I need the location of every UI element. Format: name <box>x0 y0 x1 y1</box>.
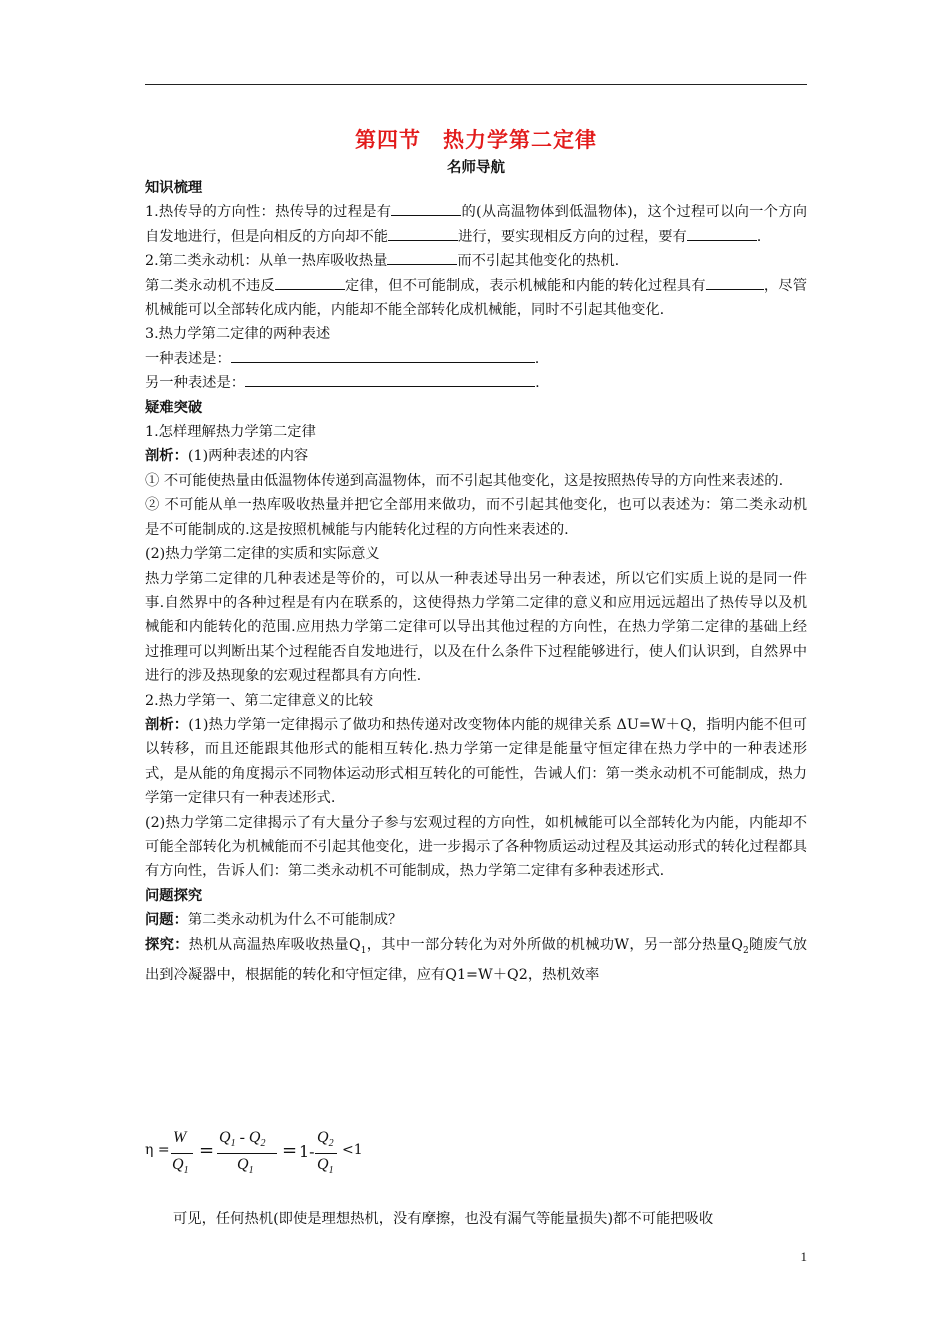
page-title: 第四节 热力学第二定律 <box>355 128 597 152</box>
formula-numerator: $Q_1 - Q_2$ <box>219 1129 266 1150</box>
paragraph: 热力学第二定律的几种表述是等价的，可以从一种表述导出另一种表述，所以它们实质上说的是同一件事.自然界中的各种过程是有内在联系的，这使得热力学第二定律的意义和应用远远超出了热传导以及机械能和内能转化的范围.应用热力学第二定律可以导出其他过程的方向性，在热力学第二定律的基础上经过推理可以判断出某个过程能否自发地进行，以及在什么条件下过程能够进行，使人们认识到，自然界中进行的涉及热现象的宏观过程都具有方向性. <box>145 570 807 685</box>
efficiency-formula: η = W $Q_1$ = $Q_1 - Q_2$ $Q_1$ = 1- $Q_2$ $Q_1$ <1 <box>145 1129 363 1177</box>
section-heading-zhishi: 知识梳理 <box>145 180 203 196</box>
document-body <box>145 176 807 987</box>
section-heading-wenti: 问题探究 <box>145 887 203 904</box>
fill-blank[interactable] <box>275 275 345 290</box>
difficulty-1-analysis: 剖析：(1)两种表述的内容 <box>145 448 309 465</box>
exploration: 探究：热机从高温热库吸收热量$Q_1$，其中一部分转化为对外所做的机械功W，另一部分热量$Q_2$随废气放出到冷凝器中，根据能的转化和守恒定律，应有Q1=W＋Q2，热机效率 <box>145 936 808 983</box>
difficulty-2-title: 2.热力学第一、第二定律意义的比较 <box>145 692 374 709</box>
knowledge-item-1: 1.热传导的方向性：热传导的过程是有 的(从高温物体到低温物体)，这个过程可以向一个方向自发地进行，但是向相反的方向却不能 进行，要实现相反方向的过程，要有 . <box>145 200 807 249</box>
difficulty-2-analysis: 剖析：(1)热力学第一定律揭示了做功和热传递对改变物体内能的规律关系 ΔU=W＋Q，指明内能不但可以转移，而且还能跟其他形式的能相互转化.热力学第一定律是能量守恒定律在热力学中的一种表述形式，是从能的角度揭示不同物体运动形式相互转化的可能性，告诫人们：第一类永动机不可能制成，热力学第一定律只有一种表述形式. <box>145 716 808 807</box>
difficulty-1-title: 1.怎样理解热力学第二定律 <box>145 424 316 441</box>
formula-numerator: $Q_2$ <box>317 1129 334 1150</box>
header-rule <box>145 84 807 85</box>
knowledge-item-2a: 2.第二类永动机：从单一热库吸收热量 而不引起其他变化的热机. <box>145 249 807 273</box>
fill-blank[interactable] <box>687 226 757 241</box>
paragraph: (2)热力学第二定律的实质和实际意义 <box>145 546 380 563</box>
section-heading-yinan: 疑难突破 <box>145 399 203 416</box>
paragraph: ② 不可能从单一热库吸收热量并把它全部用来做功，而不引起其他变化，也可以表述为：第二类永动机是不可能制成的.这是按照机械能与内能转化过程的方向性来表述的. <box>145 497 807 538</box>
formula-denominator: $Q_1$ <box>237 1156 254 1177</box>
paragraph: ① 不可能使热量由低温物体传递到高温物体，而不引起其他变化，这是按照热传导的方向性来表述的. <box>145 472 784 489</box>
fraction-bar <box>217 1153 277 1154</box>
formula-denominator: $Q_1$ <box>317 1156 334 1177</box>
paragraph-tail: 可见，任何热机(即使是理想热机，没有摩擦，也没有漏气等能量损失)都不可能把吸收 <box>173 1211 714 1228</box>
question: 问题：第二类永动机为什么不可能制成？ <box>145 912 403 929</box>
fill-blank[interactable] <box>245 372 535 387</box>
knowledge-item-3-one: 一种表述是： . <box>145 347 807 371</box>
fill-blank[interactable] <box>387 250 457 265</box>
fill-blank[interactable] <box>231 348 535 363</box>
knowledge-item-2b: 第二类永动机不违反 定律，但不可能制成，表示机械能和内能的转化过程具有 ，尽管机械能可以全部转化成内能，内能却不能全部转化成机械能，同时不引起其他变化. <box>145 274 807 323</box>
paragraph: (2)热力学第二定律揭示了有大量分子参与宏观过程的方向性，如机械能可以全部转化为内能，内能却不可能全部转化为机械能而不引起其他变化，进一步揭示了各种物质运动过程及其运动形式的转化过程都具有方向性，告诉人们：第二类永动机不可能制成，热力学第二定律有多种表述形式. <box>145 814 807 880</box>
fraction-bar <box>171 1153 193 1154</box>
knowledge-item-3-title: 3.热力学第二定律的两种表述 <box>145 326 331 343</box>
fill-blank[interactable] <box>391 201 461 216</box>
knowledge-item-3-other: 另一种表述是： . <box>145 371 807 395</box>
page-subtitle: 名师导航 <box>447 160 505 176</box>
fill-blank[interactable] <box>706 275 764 290</box>
formula-denominator: $Q_1$ <box>172 1156 189 1177</box>
page-number: 1 <box>800 1249 807 1264</box>
fill-blank[interactable] <box>388 226 458 241</box>
fraction-bar <box>315 1153 337 1154</box>
